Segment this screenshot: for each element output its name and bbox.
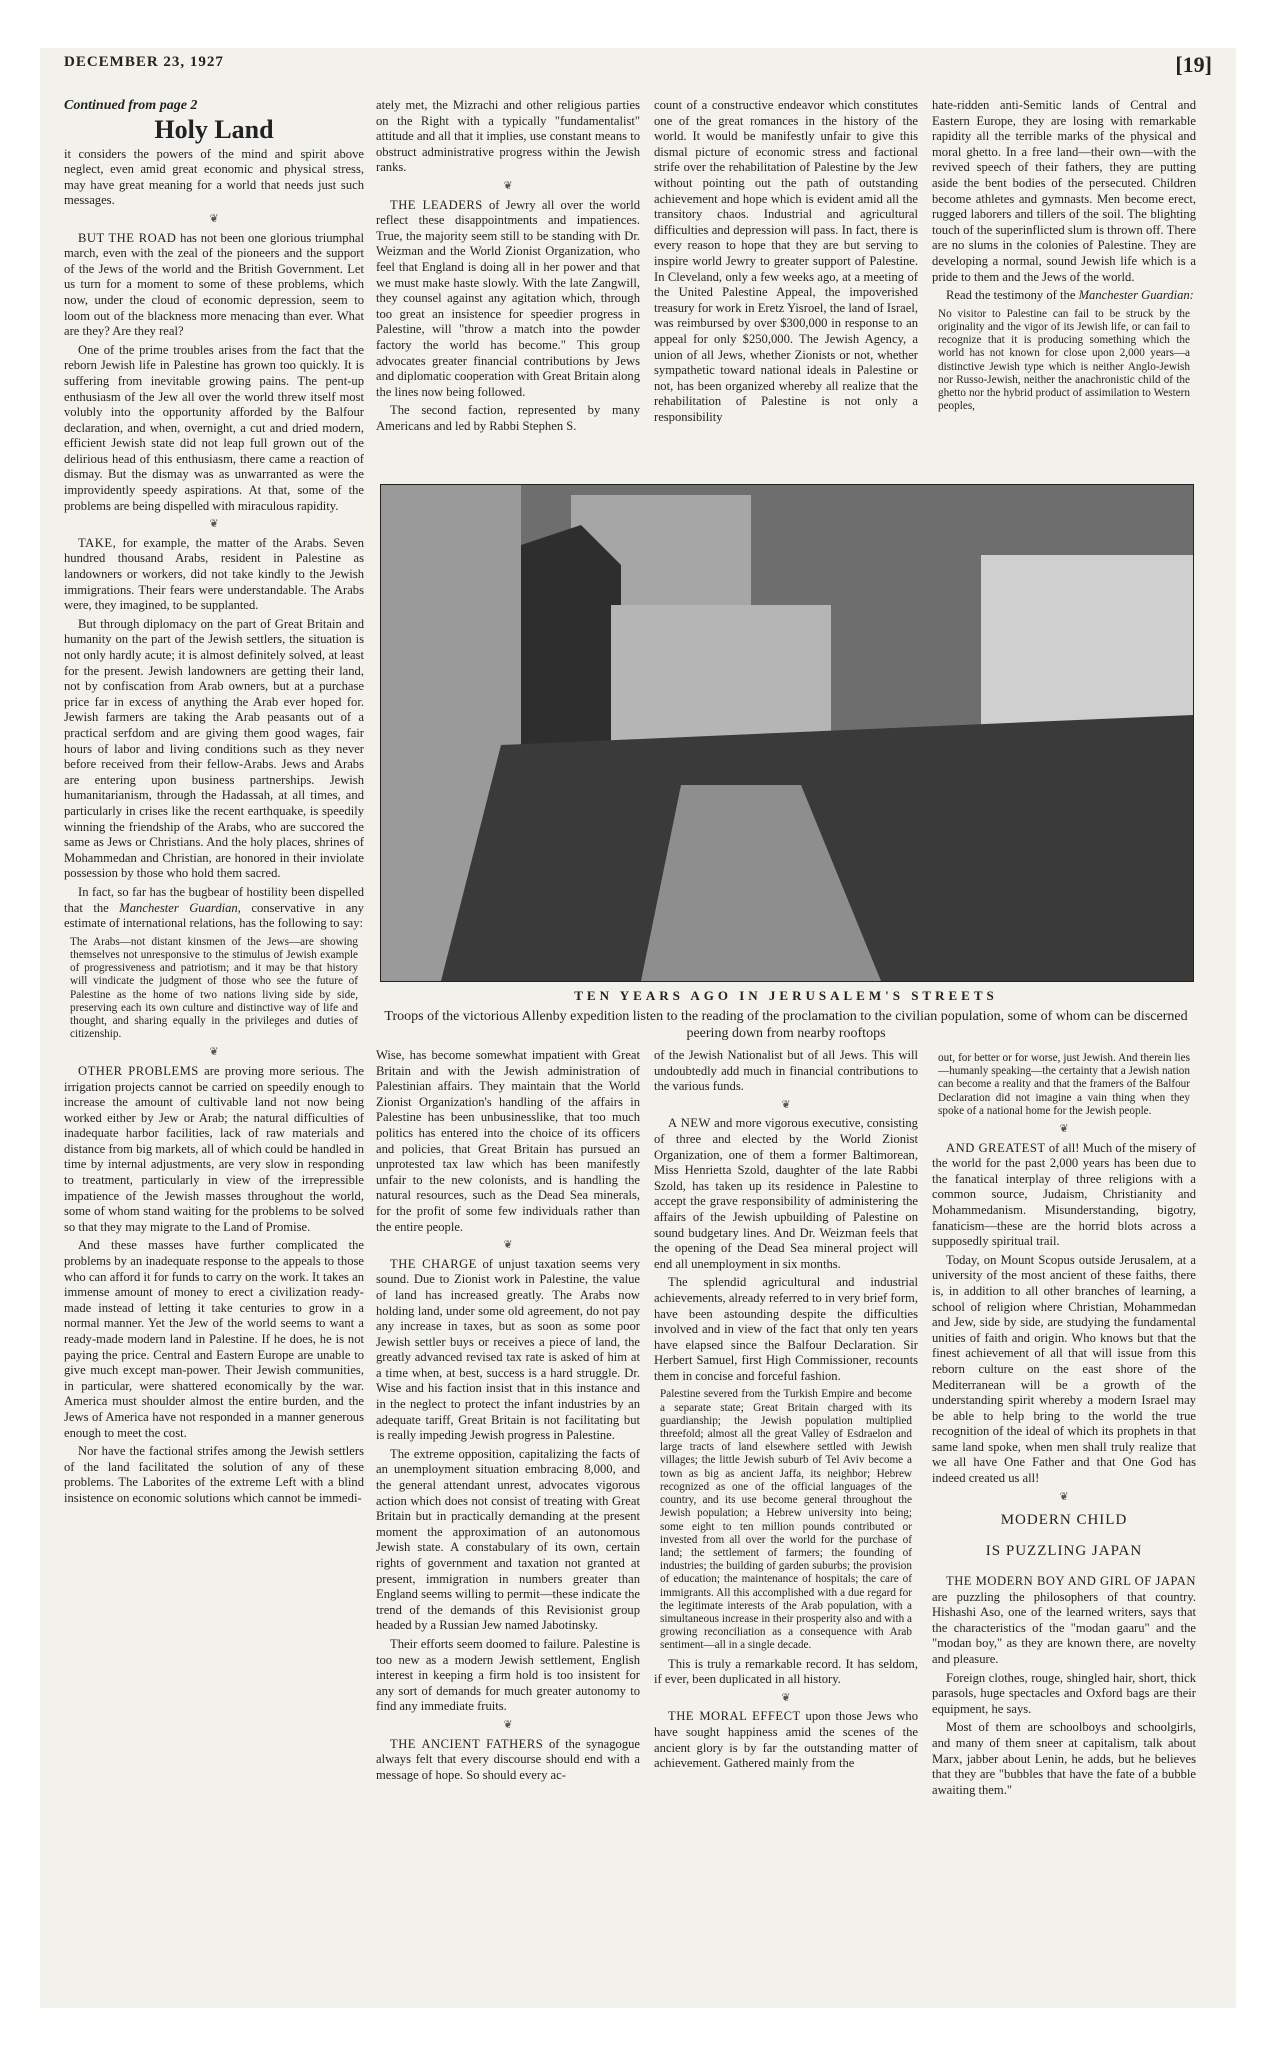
paragraph-text: of unjust taxation seems very sound. Due to Zionist work in Palestine, the value of land has increased greatly. The Arabs now holding land, under some old agreement, do not pay any increase in taxes, but as soon as some poor Jewish settler buys or receives a piece of land, the greatly advanced revised tax rate is asked of him at a time when, at best, success is a hard struggle. Dr. Wise and his faction insist that in this instance and in the neglect to protect the infant industries by an adequate tariff, Great Britain is not facilitating but is really impeding Jewish progress in Palestine. <box>376 1256 641 1443</box>
paragraph: And these masses have further complicated the problems by an inadequate response to the appeals to those who can afford it for funds to carry on the work. It takes an immense amount of money to erect a civilization ready-made instead of letting it take centuries to grow in a normal manner. Yet the Jew of the world seems to want a ready-made modern land in Palestine. If he does, he is not paying the price. Central and Eastern Europe are unable to give much except man-power. Their Jewish communities, in particular, were shattered economically by the war. America must shoulder almost the entire burden, and the Jews of America have not responded in a manner generous enough to meet the cost. <box>64 1238 364 1440</box>
paragraph: Today, on Mount Scopus outside Jerusalem, at a university of the most ancient of these faiths, there is, in addition to all other branches of learning, a school of religion where Christian, Mohammedan and Jew, side by side, are studying the fundamental unities of faith and origin. Who knows but that the finest achievement of all that will issue from this reborn culture on the east shore of the Mediterranean will be a growth of the understanding spirit whereby a modern Israel may be able to help bring to the world the true recognition of the ideal of which its prophets in that same land spoke, when men shall truly realize that we all have One Father and that One God has indeed created us all! <box>932 1252 1196 1486</box>
paragraph: Most of them are schoolboys and schoolgirls, and many of them sneer at capitalism, talk about Marx, jabber about Lenin, he adds, but he believes that they are "bubbles that have the fate of a bubble awaiting them." <box>932 1720 1196 1797</box>
paragraph: Nor have the factional strifes among the Jewish settlers of the land facilitated the solution of any of these problems. The Laborites of the extreme Left with a blind insistence on economic solutions which cannot be immedi- <box>64 1444 364 1505</box>
paragraph-text: has not been one glorious triumphal march, even with the zeal of the pioneers and the support of the Jews of the world and the British Government. Let us turn for a moment to some of these problems, which now, under the cloud of economic depression, seem to loom out of the blackness more menacing than ever. What are they? Are they real? <box>64 230 364 339</box>
paragraph: This is truly a remarkable record. It has seldom, if ever, been duplicated in all history. <box>654 1656 918 1687</box>
lead-in: OTHER PROBLEMS <box>78 1063 199 1078</box>
paragraph <box>376 1257 640 1444</box>
column-4-top <box>932 98 1196 417</box>
paragraph-text: for example, the matter of the Arabs. Seven hundred thousand Arabs, resident in Palestine as landowners or workers, did not take kindly to the Jewish immigrations. Their fears were understandable. The Arabs were, they imagined, to be supplanted. <box>64 535 364 613</box>
paragraph <box>932 288 1196 304</box>
paragraph-text: In fact, so far has the bugbear of hostility been dispelled that the <box>64 884 364 915</box>
page-header <box>64 54 1212 82</box>
jerusalem-street-photo <box>380 484 1194 982</box>
publication-name: Manchester Guardian, <box>119 900 241 915</box>
paragraph-text: upon those Jews who have sought happiness amid the scenes of the ancient glory is by far the outstanding matter of achievement. Gathered mainly from the <box>654 1709 918 1771</box>
section-ornament: ❦ <box>781 1098 791 1111</box>
section-ornament: ❦ <box>503 179 513 192</box>
paragraph: Foreign clothes, rouge, shingled hair, short, thick parasols, huge spectacles and Oxford bags are their equipment, he says. <box>932 1670 1196 1716</box>
paragraph: The second faction, represented by many Americans and led by Rabbi Stephen S. <box>376 403 640 433</box>
section-ornament: ❦ <box>209 518 219 531</box>
block-quote: The Arabs—not distant kinsmen of the Jews—are showing themselves not unresponsive to the stimulus of Jewish example of progressiveness and patriotism; and it may be that history will vindicate the judgment of those who see the future of Palestine as the home of two nations living side by side, preserving each its own culture and distinctive way of life and thought, and sharing equally in the privileges and duties of citizenship. <box>70 935 358 1041</box>
newspaper-page <box>40 48 1236 2008</box>
paragraph-text: of the synagogue always felt that every discourse should end with a message of hope. So should every ac- <box>376 1736 640 1782</box>
column-4-bottom <box>932 1048 1196 1801</box>
paragraph: of the Jewish Nationalist but of all Jews. This will undoubtedly add much in financial contributions to the various funds. <box>654 1048 918 1094</box>
section-ornament: ❦ <box>503 1239 513 1252</box>
lead-in: BUT THE ROAD <box>78 230 177 245</box>
section-ornament: ❦ <box>781 1691 791 1704</box>
paragraph: hate-ridden anti-Semitic lands of Central and Eastern Europe, they are losing with remarkable rapidity all the terrible marks of the physical and moral ghetto. In a free land—their own—with the revived speech of their fathers, they are putting aside the bent bodies of the persecuted. Children become athletes and gymnasts. Men become erect, rugged laborers and tillers of the soil. The blighting touch of the superinflicted slum is thrown off. There are no slums in the colonies of Palestine. They are developing a normal, sound Jewish life which is a pride to them and the Jews of the world. <box>932 98 1196 284</box>
paragraph <box>376 1737 640 1784</box>
lead-in: TAKE, <box>78 535 117 550</box>
paragraph <box>932 1141 1196 1250</box>
paragraph <box>654 1116 918 1272</box>
paragraph <box>932 1574 1196 1668</box>
paragraph: Their efforts seem doomed to failure. Palestine is too new as a modern Jewish settlement, English interest in keeping a firm hold is too insistent for any sort of demands for much greater autonomy to find any immediate fruits. <box>376 1636 640 1714</box>
paragraph: it considers the powers of the mind and spirit above neglect, even amid great economic and physical stress, may have great meaning for a world that needs just such messages. <box>64 146 364 208</box>
headline-line: IS PUZZLING JAPAN <box>985 1543 1143 1560</box>
lead-in: AND GREATEST <box>946 1140 1046 1155</box>
publication-name: Manchester Guardian: <box>1078 288 1194 303</box>
paragraph <box>376 198 640 401</box>
issue-date: DECEMBER 23, 1927 <box>64 54 224 70</box>
paragraph: One of the prime troubles arises from the fact that the reborn Jewish life in Palestine has grown too quickly. It is suffering from inevitable growing pains. The pent-up enthusiasm of the Jew all over the world threw itself most volubly into the opportunity afforded by the Balfour declaration, and when, overnight, a cut and dried modern, efficient Jewish state did not leap full grown out of the delirious head of this enthusiasm, there came a reaction of dismay. But the dismay was as unwarranted as were the improvidently speedy aspirations. At that, some of the problems are being dispelled with miraculous rapidity. <box>64 342 364 513</box>
section-ornament: ❦ <box>209 212 219 225</box>
photo-caption: Troops of the victorious Allenby expedition listen to the reading of the proclamation to the civilian population, some of whom can be discerned peering down from nearby rooftops <box>384 1009 1188 1041</box>
column-1 <box>64 98 364 1510</box>
section-ornament: ❦ <box>1059 1123 1069 1136</box>
lead-in: THE LEADERS <box>390 197 483 212</box>
paragraph-text: of Jewry all over the world reflect these disappointments and impatiences. True, the majority seem still to be standing with Dr. Weizman and the World Zionist Organization, who feel that England is doing all in her power and that we must make haste slowly. With the late Zangwill, they counsel against any agitation which, through too great an insistence for speedier progress in Palestine, will "throw a match into the powder factory the world has become." This group advocates greater financial contributions by Jews and diplomatic cooperation with Great Britain along the lines now being followed. <box>376 197 640 399</box>
paragraph: ately met, the Mizrachi and other religious parties on the Right with a typically "fundamentalist" attitude and all that it implies, use constant means to obstruct administrative progress within the Jewish ranks. <box>376 98 640 175</box>
section-ornament: ❦ <box>1059 1490 1069 1503</box>
lead-in: THE MODERN BOY AND GIRL OF JAPAN <box>946 1574 1196 1589</box>
article-headline <box>932 1513 1196 1560</box>
paragraph <box>64 1064 364 1236</box>
paragraph: Wise, has become somewhat impatient with Great Britain and with the Jewish administration of Palestinian affairs. They maintain that the World Zionist Organization's handling of the affairs in Palestine has been unbusinesslike, that too much politics has entered into the choice of its officers and policies, that Great Britain has pursued an unprotested tax law which has been manifestly unfair to the new colonists, and is handling the natural resources, such as the Dead Sea minerals, for the profit of some few individuals rather than the entire people. <box>376 1048 640 1234</box>
article-headline: Holy Land <box>154 114 274 144</box>
paragraph: count of a constructive endeavor which constitutes one of the great romances in the history of the world. It would be manifestly unfair to give this dismal picture of economic stress and factional strife over the rehabilitation of Palestine by the Jew without pointing out the path of outstanding achievement and hope which is evident amid all the transitory chaos. Industrial and agricultural difficulties and depression will pass. In fact, there is every reason to hope that they are but serving to inspire world Jewry to greater support of Palestine. In Cleveland, only a few weeks ago, at a meeting of the United Palestine Appeal, the impoverished treasury for work in Eretz Yisroel, the land of Israel, was reimbursed by over $300,000 in response to an appeal for only $250,000. The Jewish Agency, a union of all Jews, whether Zionists or not, whether sympathetic toward national ideals in Palestine or not, has been organized whereby all realize that the rehabilitation of Palestine is not only a responsibility <box>654 98 918 424</box>
page-number: [19] <box>1175 52 1212 77</box>
block-quote: out, for better or for worse, just Jewish. And therein lies—humanly speaking—the certainty that a Jewish nation can become a reality and that the framers of the Balfour Declaration did not imagine a vain thing when they spoke of a national home for the Jewish people. <box>938 1052 1190 1117</box>
lead-in: THE MORAL EFFECT <box>668 1709 801 1724</box>
paragraph <box>64 536 364 614</box>
paragraph-text: and more vigorous executive, consisting of three and elected by the World Zionist Organization, one of them a former Baltimorean, Miss Henrietta Szold, daughter of the late Rabbi Szold, has taken up its residence in Palestine to accept the grave responsibility of administering the affairs of the Jewish upbuilding of Palestine on sound budgetary lines. And Dr. Weizman feels that the opening of the Dead Sea mineral project will end all unemployment in six months. <box>654 1116 918 1271</box>
continued-note: Continued from page 2 <box>64 98 198 113</box>
block-quote: No visitor to Palestine can fail to be struck by the originality and the vigor of its Jewish life, or can fail to recognize that it is producing something which the world has not known for close upon 2,000 years—a distinctive Jewish type which is neither Anglo-Jewish nor Russo-Jewish, neither the anachronistic child of the ghetto nor the hybrid product of assimilation to Western peoples, <box>938 307 1190 413</box>
column-3-top <box>654 98 918 428</box>
paragraph-text: of all! Much of the misery of the world for the past 2,000 years has been due to the fanatical interplay of three religions with a common source, Judaism, Christianity and Mohammedanism. Misunderstanding, bigotry, fanaticism—these are the horrid blots across a supposedly spiritual trail. <box>932 1140 1196 1249</box>
section-ornament: ❦ <box>503 1718 513 1731</box>
paragraph <box>64 885 364 932</box>
paragraph-text: Read the testimony of the <box>946 288 1079 303</box>
section-ornament: ❦ <box>209 1046 219 1059</box>
column-2-top <box>376 98 640 437</box>
paragraph: The extreme opposition, capitalizing the facts of an unemployment situation embracing 8,000, and the general attendant unrest, advocates vigorous action which does not consist of treating with Great Britain but in practically demanding at the present moment the approximation of an autonomous Jewish state. A constabulary of its own, certain rights of government and taxation not granted at present, immigration in numbers greater than England seems willing to permit—these indicate the trend of the demands of this Revisionist group headed by a Russian Jew named Jabotinsky. <box>376 1446 640 1633</box>
lead-in: THE CHARGE <box>390 1256 477 1271</box>
photo-illustration <box>381 485 1193 981</box>
block-quote: Palestine severed from the Turkish Empire and become a separate state; Great Britain charged with its guardianship; the Jewish population multiplied threefold; almost all the great Valley of Esdraelon and large tracts of land elsewhere settled with Jewish villages; the little Jewish suburb of Tel Aviv become a town as big as ancient Jaffa, its neighbor; Hebrew recognized as one of the official languages of the country, and its use become general throughout the Jewish population; a Hebrew university into being; some eight to ten million pounds contributed or invested from all over the world for the purchase of land; the settlement of farmers; the founding of industries; the building of garden suburbs; the provision of education; the maintenance of hospitals; the care of immigrants. All this accomplished with a due regard for the legitimate interests of the Arab population, with a simultaneous increase in their prosperity also and with a growing reconciliation as a consequence with Arab sentiment—all in a single decade. <box>660 1388 912 1652</box>
paragraph-text: are puzzling the philosophers of that country. Hishashi Aso, one of the learned writers, says that the characteristics of the "modan gaaru" and the "modan boy," as they are known there, are novelty and pleasure. <box>932 1589 1196 1667</box>
headline-line: MODERN CHILD <box>1000 1512 1128 1529</box>
paragraph <box>64 231 364 340</box>
lead-in: A NEW <box>668 1116 711 1131</box>
column-2-bottom <box>376 1048 640 1786</box>
paragraph-text: conservative in any estimate of international relations, has the following to say: <box>64 900 364 931</box>
paragraph: But through diplomacy on the part of Great Britain and humanity on the part of the Jewish settlers, the situation is not only hardly acute; it is almost definitely solved, at least for the present. Jewish landowners are getting their land, not by confiscation from Arab owners, but at a purchase price far in excess of anything the Arab ever hoped for. Jewish farmers are taking the Arab peasants out of a practical serfdom and are giving them good wages, fair hours of labor and living conditions such as they never before received from their fellow-Arabs. Jews and Arabs are entering upon business partnerships. Jewish humanitarianism, through the Hadassah, at all times, and particularly in crises like the recent earthquake, is speedily winning the friendship of the Arabs, who are succored the same as Jews or Christians. And the holy places, shrines of Mohammedan and Christian, are honored in their inviolate possession by those who hold them sacred. <box>64 616 364 881</box>
paragraph <box>654 1709 918 1771</box>
lead-in: THE ANCIENT FATHERS <box>390 1736 544 1751</box>
column-3-bottom <box>654 1048 918 1775</box>
paragraph-text: are proving more serious. The irrigation projects cannot be carried on speedily enough to increase the amount of cultivable land not now being worked either by Jew or Arab; the natural difficulties of inadequate harbor facilities, lack of raw materials and distance from big markets, all of which could be handled in time by internal adjustments, are very slow in responding to treatment, particularly in view of the irrepressible impatience of the Jewish masses throughout the world, some of whom stand waiting for the problems to be solved so that they may migrate to the Land of Promise. <box>64 1063 364 1234</box>
photo-title: TEN YEARS AGO IN JERUSALEM'S STREETS <box>574 988 998 1003</box>
paragraph: The splendid agricultural and industrial achievements, already referred to in very brief form, have been astounding despite the difficulties involved and in view of the fact that only ten years have elapsed since the Balfour Declaration. Sir Herbert Samuel, first High Commissioner, recounts them in concise and forceful fashion. <box>654 1275 918 1383</box>
